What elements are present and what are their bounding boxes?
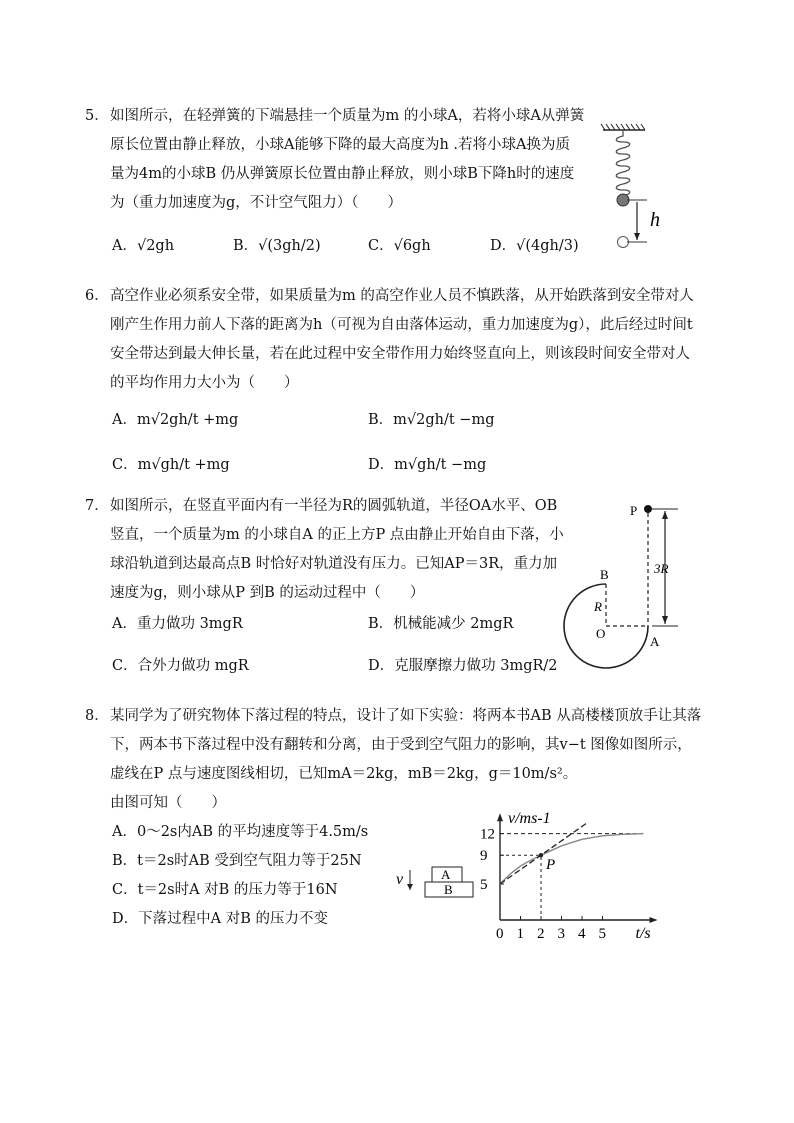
q5-line-3: 量为4m的小球B 仍从弹簧原长位置由静止释放，则小球B下降h时的速度 [110, 166, 575, 182]
x-tick-label: 3 [557, 926, 565, 942]
q8-line-1: 某同学为了研究物体下落过程的特点，设计了如下实验：将两本书AB 从高楼楼顶放手让其落 [110, 708, 702, 724]
q6-option-b[interactable]: B．m√2gh/t −mg [368, 412, 495, 428]
q5-option-a[interactable]: A．√2gh [112, 238, 175, 254]
q7-option-d[interactable]: D．克服摩擦力做功 3mgR/2 [368, 658, 558, 674]
velocity-curve [500, 834, 644, 884]
q6-line-2: 刚产生作用力前人下落的距离为h（可视为自由落体运动，重力加速度为g），此后经过时间t [110, 317, 693, 333]
point-p [644, 505, 652, 513]
q5-line-2: 原长位置由静止释放，小球A能够下降的最大高度为h .若将小球A换为质 [110, 137, 570, 153]
q7-line-2: 竖直，一个质量为m 的小球自A 的正上方P 点由静止开始自由下落，小 [110, 527, 564, 543]
x-axis-arrow [650, 917, 658, 923]
y-axis-label: v/ms-1 [508, 812, 551, 828]
q8-line-3: 虚线在P 点与速度图线相切，已知mA＝2kg，mB＝2kg，g＝10m/s²。 [110, 766, 578, 782]
label-3r: 3R [654, 561, 669, 576]
q8-number: 8． [85, 708, 109, 724]
q5-option-b[interactable]: B．√(3gh/2) [233, 238, 321, 254]
h-label: h [650, 209, 660, 231]
v-arrow-label: v [396, 871, 404, 888]
y-axis-arrow [497, 813, 503, 821]
book-a-label: A [441, 867, 451, 882]
ball-lowered [618, 237, 629, 248]
q5-option-d[interactable]: D．√(4gh/3) [490, 238, 579, 254]
ceiling-hatch [601, 124, 645, 130]
vt-graph [390, 812, 690, 942]
q8-option-d[interactable]: D．下落过程中A 对B 的压力不变 [112, 911, 328, 927]
spring-coil [616, 130, 630, 200]
x-axis-label: t/s [635, 925, 651, 942]
q8-line-4: 由图可知（ ） [110, 795, 226, 811]
y-tick-label: 5 [480, 877, 488, 893]
x-tick-label: 4 [578, 926, 586, 942]
x-tick-label: 1 [516, 926, 524, 942]
label-p: P [630, 503, 638, 518]
spring-figure [595, 120, 675, 255]
q5-option-c[interactable]: C．√6gh [368, 238, 431, 254]
point-p-marker [539, 853, 543, 857]
vt-plot [480, 812, 658, 942]
point-p-label: P [546, 857, 556, 874]
q5-line-4: 为（重力加速度为g，不计空气阻力）（ ） [110, 195, 403, 211]
q6-line-4: 的平均作用力大小为（ ） [110, 375, 299, 391]
label-b: B [600, 567, 609, 582]
q8-option-a[interactable]: A．0～2s内AB 的平均速度等于4.5m/s [112, 824, 369, 840]
y-tick-label: 9 [480, 848, 488, 865]
q8-option-b[interactable]: B．t＝2s时AB 受到空气阻力等于25N [112, 853, 362, 869]
q7-line-3: 球沿轨道到达最高点B 时恰好对轨道没有压力。已知AP＝3R，重力加 [110, 556, 558, 572]
y-tick-label: 12 [480, 826, 495, 843]
q7-number: 7． [85, 498, 109, 514]
q8-line-2: 下，两本书下落过程中没有翻转和分离，由于受到空气阻力的影响，其v−t 图像如图所示， [110, 737, 692, 753]
q6-option-a[interactable]: A．m√2gh/t +mg [112, 412, 239, 428]
q6-option-c[interactable]: C．m√gh/t +mg [112, 457, 230, 473]
label-o: O [596, 626, 606, 641]
label-a: A [650, 634, 660, 649]
q6-line-1: 高空作业必须系安全带，如果质量为m 的高空作业人员不慎跌落，从开始跌落到安全带对人 [110, 288, 694, 304]
x-tick-label: 0 [496, 926, 504, 942]
x-tick-label: 5 [598, 926, 606, 942]
x-tick-label: 2 [537, 926, 545, 942]
track-figure [560, 495, 700, 670]
q6-line-3: 安全带达到最大伸长量，若在此过程中安全带作用力始终竖直向上，则该段时间安全带对人 [110, 346, 690, 362]
q5-number: 5． [85, 108, 109, 124]
q6-number: 6． [85, 288, 109, 304]
q7-option-a[interactable]: A．重力做功 3mgR [112, 616, 243, 632]
q7-line-4: 速度为g，则小球从P 到B 的运动过程中（ ） [110, 585, 425, 601]
q7-line-1: 如图所示，在竖直平面内有一半径为R的圆弧轨道，半径OA水平、OB [110, 498, 558, 514]
q7-option-c[interactable]: C．合外力做功 mgR [112, 658, 249, 674]
q6-option-d[interactable]: D．m√gh/t −mg [368, 457, 487, 473]
label-r: R [594, 599, 602, 614]
q5-line-1: 如图所示，在轻弹簧的下端悬挂一个质量为m 的小球A，若将小球A从弹簧 [110, 108, 585, 124]
q7-option-b[interactable]: B．机械能减少 2mgR [368, 616, 514, 632]
q8-option-c[interactable]: C．t＝2s时A 对B 的压力等于16N [112, 882, 338, 898]
book-b-label: B [444, 882, 453, 897]
